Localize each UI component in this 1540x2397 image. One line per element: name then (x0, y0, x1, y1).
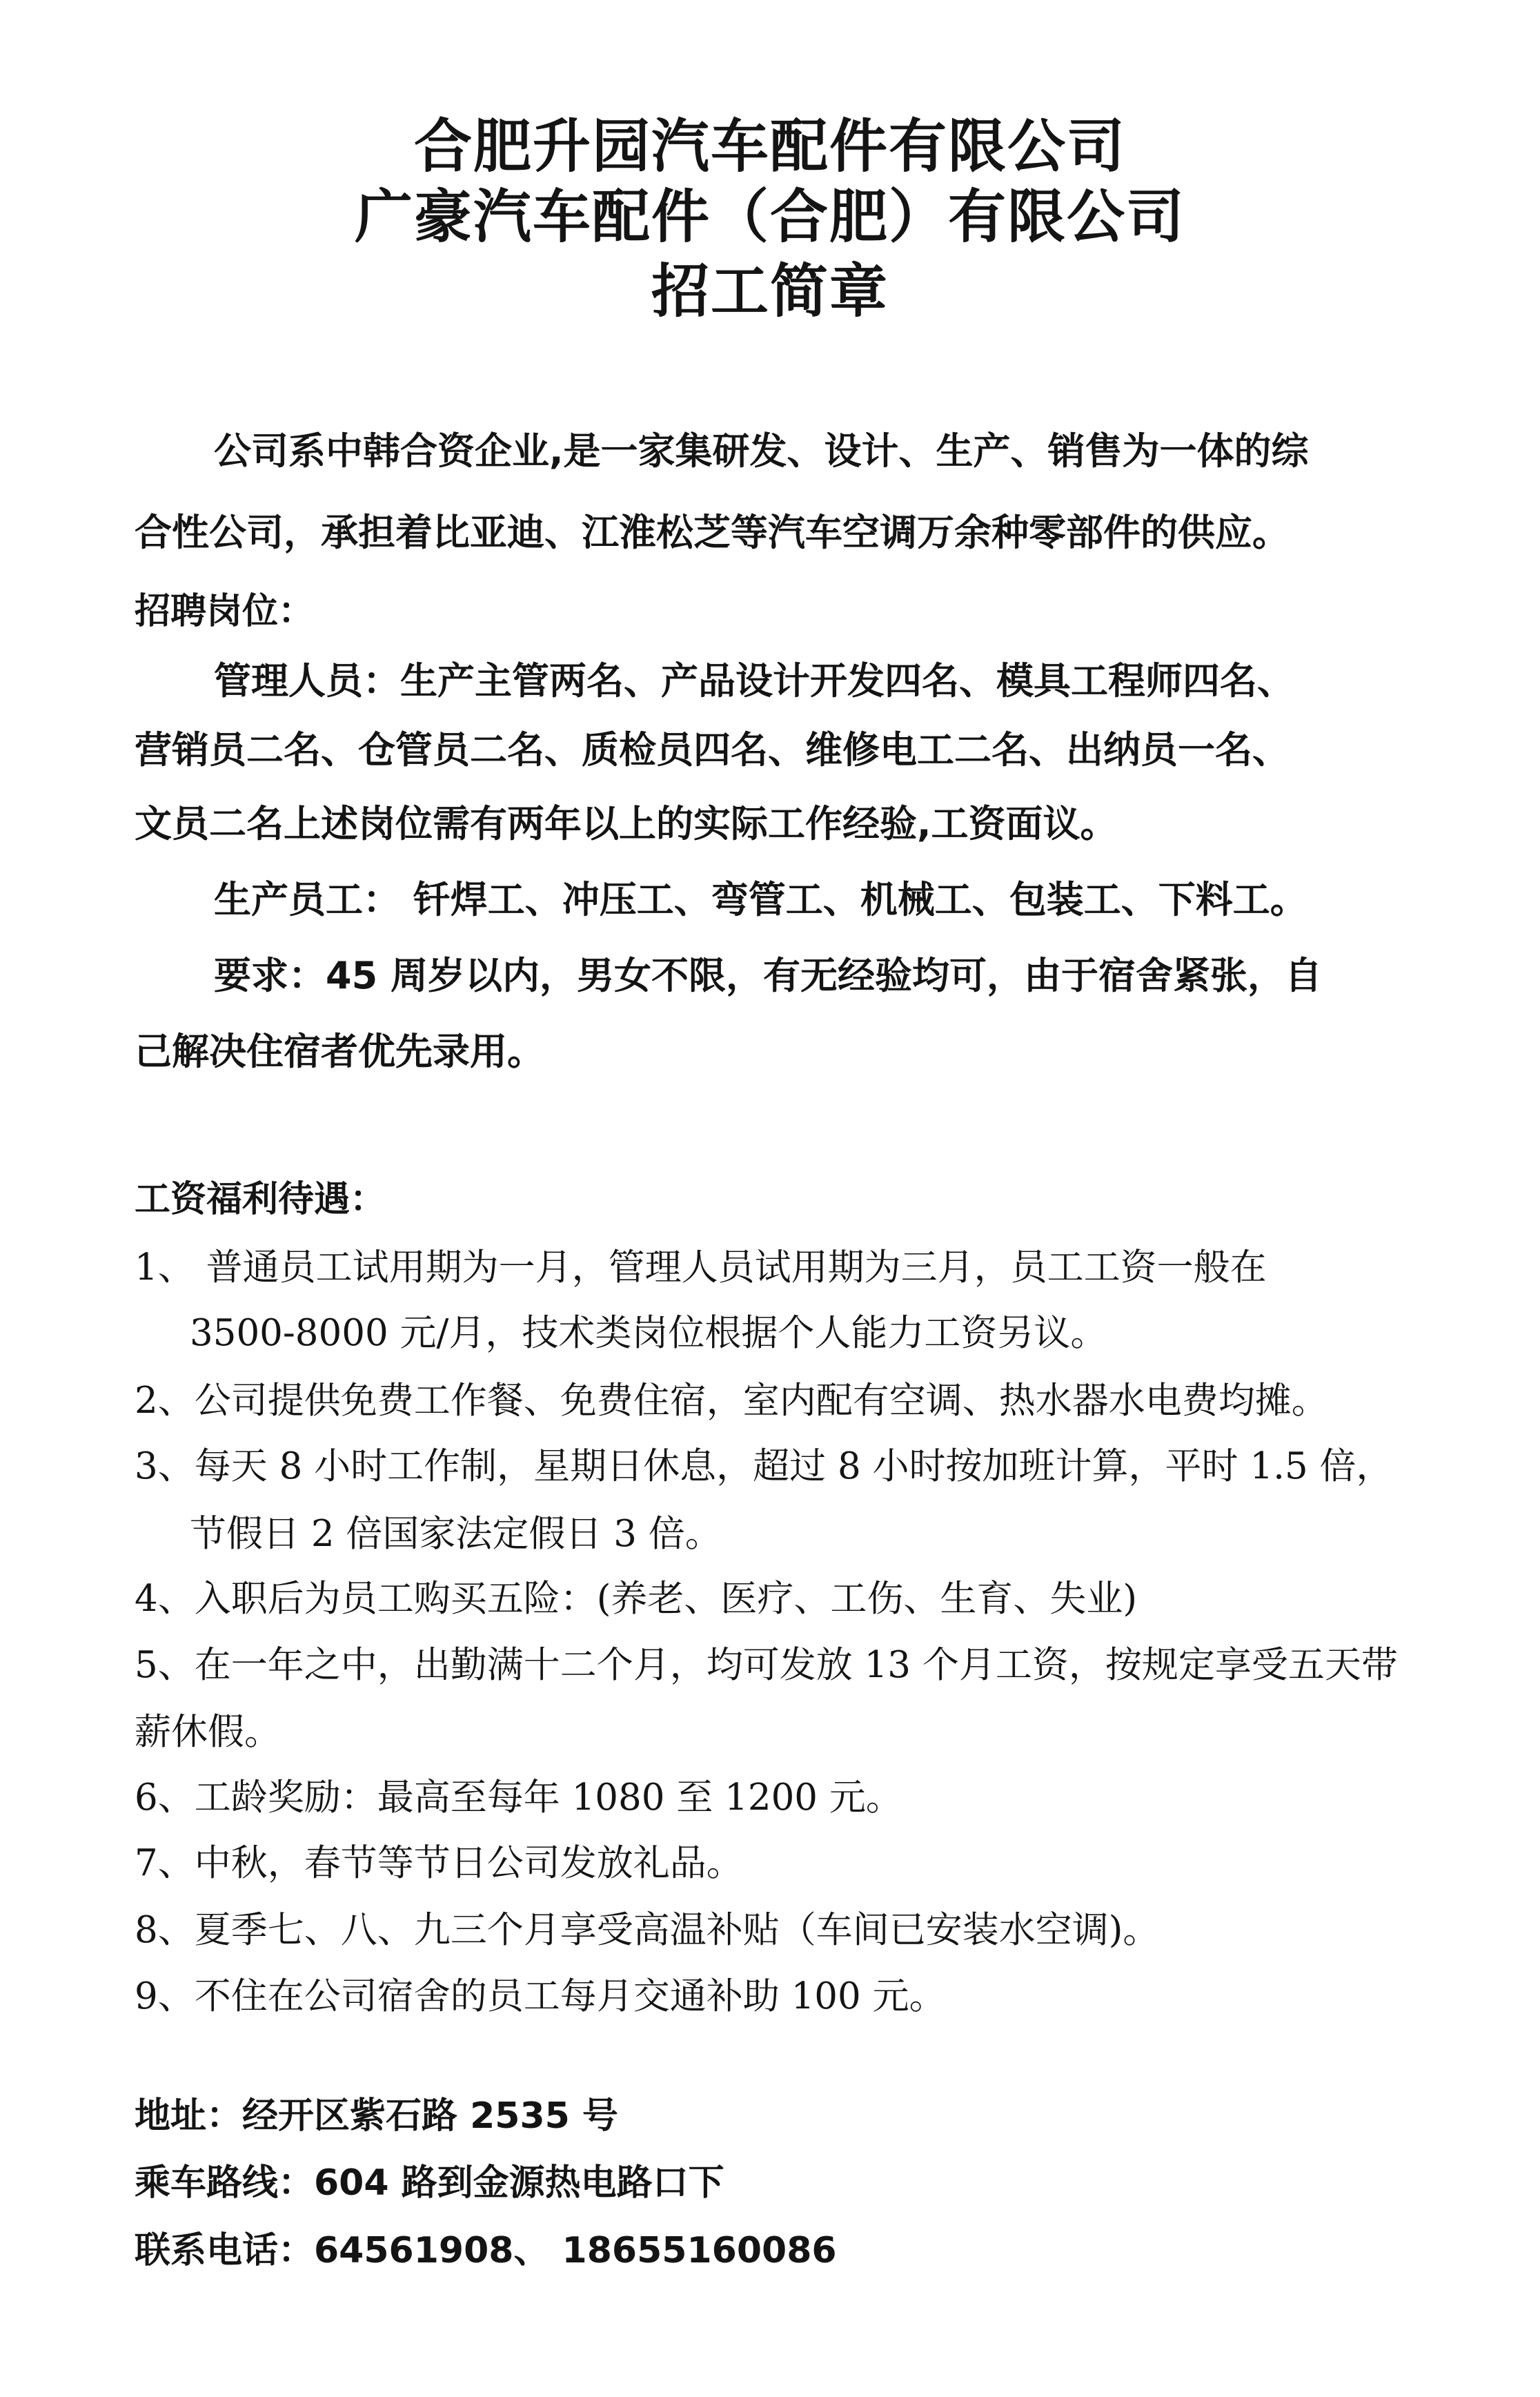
benefit-item-3-cont: 节假日 2 倍国家法定假日 3 倍。 (190, 1513, 722, 1555)
benefit-item-9: 9、不住在公司宿舍的员工每月交通补助 100 元。 (135, 1975, 946, 2017)
document-title: 招工简章 (651, 257, 889, 325)
positions-heading: 招聘岗位： (135, 591, 315, 632)
company-title-2: 广豪汽车配件（合肥）有限公司 (354, 183, 1185, 251)
requirements-line-2: 己解决住宿者优先录用。 (135, 1030, 544, 1073)
company-title-1: 合肥升园汽车配件有限公司 (413, 112, 1126, 180)
contact-address: 地址：经开区紫石路 2535 号 (135, 2095, 618, 2137)
benefits-heading: 工资福利待遇： (135, 1179, 386, 1220)
benefit-item-2: 2、公司提供免费工作餐、免费住宿，室内配有空调、热水器水电费均摊。 (135, 1380, 1328, 1422)
requirements-line-1: 要求：45 周岁以内，男女不限，有无经验均可，由于宿舍紧张，自 (214, 954, 1322, 997)
benefit-item-1: 1、 普通员工试用期为一月，管理人员试用期为三月，员工工资一般在 (135, 1246, 1267, 1289)
contact-phone: 联系电话：64561908、 18655160086 (135, 2230, 837, 2271)
contact-route: 乘车路线：604 路到金源热电路口下 (135, 2162, 724, 2204)
benefit-item-5: 5、在一年之中，出勤满十二个月，均可发放 13 个月工资，按规定享受五天带 (135, 1644, 1398, 1686)
management-line-3: 文员二名上述岗位需有两年以上的实际工作经验,工资面议。 (135, 802, 1118, 845)
benefit-item-4: 4、入职后为员工购买五险：(养老、医疗、工伤、生育、失业) (135, 1578, 1138, 1620)
management-line-2: 营销员二名、仓管员二名、质检员四名、维修电工二名、出纳员一名、 (135, 728, 1290, 772)
intro-line-2: 合性公司，承担着比亚迪、江淮松芝等汽车空调万余种零部件的供应。 (135, 511, 1290, 554)
benefit-item-3: 3、每天 8 小时工作制，星期日休息，超过 8 小时按加班计算，平时 1.5 倍， (135, 1445, 1393, 1487)
benefit-item-7: 7、中秋，春节等节日公司发放礼品。 (135, 1842, 743, 1884)
intro-line-1: 公司系中韩合资企业,是一家集研发、设计、生产、销售为一体的综 (214, 429, 1309, 473)
management-line-1: 管理人员：生产主管两名、产品设计开发四名、模具工程师四名、 (214, 659, 1294, 703)
benefit-item-1-cont: 3500-8000 元/月，技术类岗位根据个人能力工资另议。 (190, 1312, 1107, 1354)
production-line: 生产员工： 钎焊工、冲压工、弯管工、机械工、包装工、下料工。 (214, 878, 1307, 921)
benefit-item-6: 6、工龄奖励：最高至每年 1080 至 1200 元。 (135, 1777, 902, 1819)
benefit-item-5-cont: 薪休假。 (135, 1711, 281, 1753)
benefit-item-8: 8、夏季七、八、九三个月享受高温补贴（车间已安装水空调)。 (135, 1909, 1160, 1951)
